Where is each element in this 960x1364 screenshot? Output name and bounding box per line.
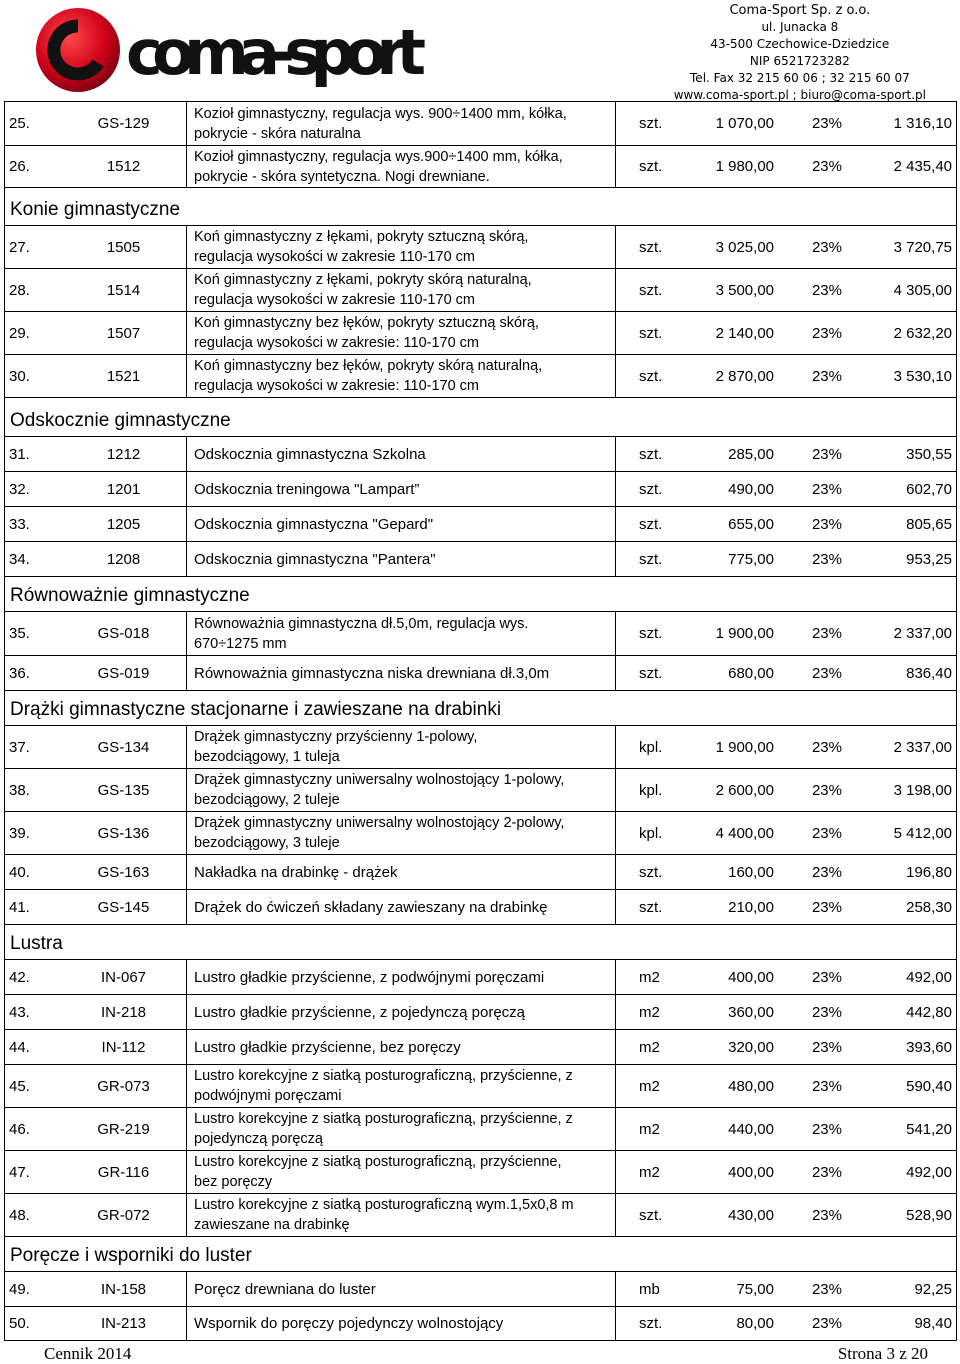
- item-code: GR-219: [61, 1108, 187, 1150]
- description-line: Nakładka na drabinkę - drążek: [194, 863, 398, 881]
- vat-rate: 23%: [811, 1315, 842, 1332]
- description-line: bez poręczy: [194, 1174, 273, 1190]
- table-row: [4, 506, 957, 541]
- item-number: 32.: [9, 480, 30, 498]
- vat-rate: 23%: [811, 281, 842, 299]
- description-line: bezodciągowy, 3 tuleje: [194, 835, 340, 851]
- item-description: [187, 812, 616, 854]
- table-row: [4, 768, 957, 811]
- item-description: [187, 656, 616, 690]
- price-table: [4, 101, 957, 1341]
- item-unit: szt.: [639, 367, 663, 385]
- description-line: regulacja wysokości w zakresie 110-170 cm: [194, 249, 475, 265]
- description-line: Lustro korekcyjne z siatką posturograficzną wym.1,5x0,8 m: [194, 1197, 574, 1213]
- description-line: Lustro korekcyjne z siatką posturograficzną, przyścienne, z: [194, 1111, 573, 1127]
- item-code: GR-073: [61, 1065, 187, 1107]
- net-price: 400,00: [728, 968, 774, 986]
- table-row: [4, 994, 957, 1029]
- vat-rate: 23%: [811, 158, 842, 175]
- gross-price: 442,80: [906, 1003, 952, 1021]
- description-line: regulacja wysokości w zakresie 110-170 cm: [194, 292, 475, 308]
- item-code: 1201: [61, 472, 187, 506]
- gross-price: 98,40: [914, 1315, 952, 1332]
- item-unit: m2: [639, 1038, 660, 1056]
- net-price: 400,00: [728, 1163, 774, 1181]
- net-price: 285,00: [728, 445, 774, 463]
- item-description: [187, 472, 616, 506]
- vat-rate: 23%: [811, 968, 842, 986]
- section-header: Drążki gimnastyczne stacjonarne i zawieszane na drabinki: [4, 690, 957, 725]
- page-number: Strona 3 z 20: [837, 1344, 928, 1363]
- gross-price: 258,30: [906, 898, 952, 916]
- vat-rate: 23%: [811, 1206, 842, 1224]
- vat-rate: 23%: [811, 738, 842, 756]
- item-number: 30.: [9, 367, 30, 385]
- net-price: 655,00: [728, 515, 774, 533]
- item-code: GS-145: [61, 890, 187, 924]
- item-number: 43.: [9, 1003, 30, 1021]
- item-unit: szt.: [639, 664, 663, 682]
- table-row: [4, 145, 957, 187]
- item-number: 48.: [9, 1206, 30, 1224]
- item-code: 1208: [61, 542, 187, 576]
- net-price: 680,00: [728, 664, 774, 682]
- item-unit: szt.: [639, 324, 663, 342]
- item-number: 38.: [9, 781, 30, 799]
- item-unit: szt.: [639, 115, 663, 132]
- description-line: regulacja wysokości w zakresie: 110-170 cm: [194, 378, 480, 394]
- item-description: [187, 855, 616, 889]
- item-unit: szt.: [639, 898, 663, 916]
- item-description: [187, 890, 616, 924]
- item-code: 1507: [61, 312, 187, 354]
- item-code: 1212: [61, 437, 187, 471]
- item-number: 27.: [9, 238, 30, 256]
- company-city: 43-500 Czechowice-Dziedzice: [710, 37, 890, 51]
- item-unit: szt.: [639, 550, 663, 568]
- section-header: Lustra: [4, 924, 957, 959]
- vat-rate: 23%: [811, 238, 842, 256]
- table-row: [4, 889, 957, 924]
- item-code: IN-112: [61, 1030, 187, 1064]
- description-line: pojedynczą poręczą: [194, 1131, 323, 1147]
- gross-price: 196,80: [906, 863, 952, 881]
- item-number: 34.: [9, 550, 30, 568]
- item-unit: szt.: [639, 863, 663, 881]
- item-description: [187, 1272, 616, 1306]
- vat-rate: 23%: [811, 898, 842, 916]
- item-number: 31.: [9, 445, 30, 463]
- item-code: GS-136: [61, 812, 187, 854]
- gross-price: 2 337,00: [893, 738, 952, 756]
- gross-price: 350,55: [906, 445, 952, 463]
- net-price: 1 980,00: [715, 158, 774, 175]
- item-description: [187, 146, 616, 187]
- item-description: [187, 1030, 616, 1064]
- gross-price: 805,65: [906, 515, 952, 533]
- item-unit: szt.: [639, 445, 663, 463]
- item-unit: m2: [639, 1003, 660, 1021]
- company-web-link[interactable]: www.coma-sport.pl ; biuro@coma-sport.pl: [673, 88, 926, 102]
- table-row: [4, 725, 957, 768]
- net-price: 480,00: [728, 1077, 774, 1095]
- section-header: Odskocznie gimnastyczne: [4, 397, 957, 436]
- company-street: ul. Junacka 8: [761, 20, 839, 34]
- net-price: 430,00: [728, 1206, 774, 1224]
- table-row: [4, 101, 957, 145]
- description-line: podwójnymi poręczami: [194, 1088, 342, 1104]
- description-line: Drążek gimnastyczny przyścienny 1-polowy,: [194, 729, 478, 745]
- description-line: Poręcz drewniana do luster: [194, 1280, 376, 1298]
- section-header: Konie gimnastyczne: [4, 187, 957, 225]
- item-description: [187, 995, 616, 1029]
- vat-rate: 23%: [811, 550, 842, 568]
- company-name: Coma-Sport Sp. z o.o.: [729, 3, 871, 18]
- table-row: [4, 311, 957, 354]
- item-number: 47.: [9, 1163, 30, 1181]
- net-price: 2 870,00: [715, 367, 774, 385]
- item-number: 39.: [9, 824, 30, 842]
- table-row: [4, 1107, 957, 1150]
- item-description: [187, 542, 616, 576]
- item-number: 49.: [9, 1280, 30, 1298]
- item-unit: kpl.: [639, 824, 663, 842]
- item-number: 25.: [9, 115, 30, 132]
- vat-rate: 23%: [811, 781, 842, 799]
- item-unit: szt.: [639, 238, 663, 256]
- item-number: 41.: [9, 898, 30, 916]
- vat-rate: 23%: [811, 324, 842, 342]
- gross-price: 836,40: [906, 664, 952, 682]
- gross-price: 92,25: [914, 1280, 952, 1298]
- vat-rate: 23%: [811, 1120, 842, 1138]
- item-number: 44.: [9, 1038, 30, 1056]
- description-line: 670÷1275 mm: [194, 635, 287, 652]
- item-description: [187, 1194, 616, 1236]
- item-unit: szt.: [639, 515, 663, 533]
- table-row: [4, 471, 957, 506]
- description-line: Koń gimnastyczny bez łęków, pokryty sztuczną skórą,: [194, 315, 539, 331]
- description-line: Równoważnia gimnastyczna niska drewniana dł.3,0m: [194, 664, 550, 682]
- section-header: Poręcze i wsporniki do luster: [4, 1236, 957, 1271]
- net-price: 2 600,00: [715, 781, 774, 799]
- description-line: Odskocznia gimnastyczna Szkolna: [194, 445, 426, 463]
- item-code: IN-213: [61, 1307, 187, 1340]
- item-number: 26.: [9, 158, 30, 175]
- net-price: 440,00: [728, 1120, 774, 1138]
- item-description: [187, 612, 616, 655]
- net-price: 160,00: [728, 863, 774, 881]
- logo-wordmark: coma-sport: [126, 16, 426, 89]
- description-line: Koń gimnastyczny bez łęków, pokryty skórą naturalną,: [194, 358, 543, 374]
- description-line: Lustro korekcyjne z siatką posturograficzną, przyścienne,: [194, 1154, 562, 1170]
- item-code: GS-019: [61, 656, 187, 690]
- description-line: Lustro korekcyjne z siatką posturograficzną, przyścienne, z: [194, 1068, 573, 1084]
- item-description: [187, 1065, 616, 1107]
- vat-rate: 23%: [811, 1077, 842, 1095]
- description-line: Drążek gimnastyczny uniwersalny wolnostojący 1-polowy,: [194, 772, 565, 788]
- item-description: [187, 437, 616, 471]
- gross-price: 3 530,10: [893, 367, 952, 385]
- vat-rate: 23%: [811, 863, 842, 881]
- description-line: Odskocznia gimnastyczna "Gepard": [194, 515, 434, 533]
- gross-price: 590,40: [906, 1077, 952, 1095]
- net-price: 2 140,00: [715, 324, 774, 342]
- description-line: Odskocznia gimnastyczna "Pantera": [194, 550, 436, 568]
- gross-price: 393,60: [906, 1038, 952, 1056]
- gross-price: 2 435,40: [893, 158, 952, 175]
- item-code: GS-134: [61, 726, 187, 768]
- item-description: [187, 269, 616, 311]
- description-line: Odskocznia treningowa "Lampart”: [194, 480, 420, 498]
- gross-price: 2 337,00: [893, 625, 952, 642]
- item-code: GR-116: [61, 1151, 187, 1193]
- vat-rate: 23%: [811, 1163, 842, 1181]
- table-row: [4, 811, 957, 854]
- description-line: Kozioł gimnastyczny, regulacja wys.900÷1400 mm, kółka,: [194, 148, 563, 165]
- item-number: 46.: [9, 1120, 30, 1138]
- gross-price: 602,70: [906, 480, 952, 498]
- section-header: Równoważnie gimnastyczne: [4, 576, 957, 611]
- vat-rate: 23%: [811, 664, 842, 682]
- description-line: Lustro gładkie przyścienne, z podwójnymi poręczami: [194, 968, 545, 986]
- table-row: [4, 959, 957, 994]
- item-code: 1505: [61, 226, 187, 268]
- item-number: 40.: [9, 863, 30, 881]
- table-row: [4, 268, 957, 311]
- company-logo: [30, 6, 440, 98]
- item-number: 33.: [9, 515, 30, 533]
- item-description: [187, 769, 616, 811]
- vat-rate: 23%: [811, 1038, 842, 1056]
- item-description: [187, 1108, 616, 1150]
- vat-rate: 23%: [811, 1003, 842, 1021]
- table-row: [4, 854, 957, 889]
- description-line: Lustro gładkie przyścienne, z pojedynczą poręczą: [194, 1003, 526, 1021]
- table-row: [4, 541, 957, 576]
- description-line: Równoważnia gimnastyczna dł.5,0m, regulacja wys.: [194, 615, 529, 632]
- item-unit: kpl.: [639, 781, 663, 799]
- gross-price: 541,20: [906, 1120, 952, 1138]
- item-number: 28.: [9, 281, 30, 299]
- gross-price: 4 305,00: [893, 281, 952, 299]
- description-line: Lustro gładkie przyścienne, bez poręczy: [194, 1038, 461, 1056]
- item-number: 37.: [9, 738, 30, 756]
- item-number: 35.: [9, 625, 30, 642]
- net-price: 3 500,00: [715, 281, 774, 299]
- table-row: [4, 1150, 957, 1193]
- description-line: pokrycie - skóra syntetyczna. Nogi drewniane.: [194, 168, 490, 185]
- table-row: [4, 354, 957, 397]
- item-unit: m2: [639, 1120, 660, 1138]
- item-code: 1205: [61, 507, 187, 541]
- table-row: [4, 655, 957, 690]
- net-price: 3 025,00: [715, 238, 774, 256]
- item-description: [187, 102, 616, 145]
- item-unit: szt.: [639, 1315, 663, 1332]
- item-unit: szt.: [639, 158, 663, 175]
- description-line: regulacja wysokości w zakresie: 110-170 cm: [194, 335, 480, 351]
- table-row: [4, 1271, 957, 1306]
- item-unit: m2: [639, 1163, 660, 1181]
- item-number: 36.: [9, 664, 30, 682]
- net-price: 1 070,00: [715, 115, 774, 132]
- item-number: 50.: [9, 1315, 30, 1332]
- net-price: 4 400,00: [715, 824, 774, 842]
- description-line: Drążek do ćwiczeń składany zawieszany na drabinkę: [194, 898, 548, 916]
- vat-rate: 23%: [811, 115, 842, 132]
- description-line: Koń gimnastyczny z łękami, pokryty sztuczną skórą,: [194, 229, 529, 245]
- item-unit: m2: [639, 1077, 660, 1095]
- table-row: [4, 225, 957, 268]
- item-unit: szt.: [639, 480, 663, 498]
- gross-price: 492,00: [906, 1163, 952, 1181]
- net-price: 775,00: [728, 550, 774, 568]
- description-line: bezodciągowy, 1 tuleja: [194, 749, 340, 765]
- item-description: [187, 960, 616, 994]
- table-row: [4, 611, 957, 655]
- item-unit: mb: [639, 1280, 660, 1298]
- gross-price: 528,90: [906, 1206, 952, 1224]
- description-line: Kozioł gimnastyczny, regulacja wys. 900÷1400 mm, kółka,: [194, 105, 567, 122]
- net-price: 75,00: [736, 1280, 774, 1298]
- gross-price: 3 720,75: [893, 238, 952, 256]
- table-row: [4, 1029, 957, 1064]
- item-number: 29.: [9, 324, 30, 342]
- item-unit: szt.: [639, 625, 663, 642]
- item-number: 42.: [9, 968, 30, 986]
- gross-price: 3 198,00: [893, 781, 952, 799]
- gross-price: 5 412,00: [893, 824, 952, 842]
- gross-price: 953,25: [906, 550, 952, 568]
- vat-rate: 23%: [811, 1280, 842, 1298]
- gross-price: 492,00: [906, 968, 952, 986]
- item-unit: m2: [639, 968, 660, 986]
- vat-rate: 23%: [811, 445, 842, 463]
- net-price: 320,00: [728, 1038, 774, 1056]
- net-price: 490,00: [728, 480, 774, 498]
- vat-rate: 23%: [811, 367, 842, 385]
- description-line: bezodciągowy, 2 tuleje: [194, 792, 340, 808]
- item-description: [187, 1151, 616, 1193]
- description-line: zawieszane na drabinkę: [194, 1217, 350, 1233]
- net-price: 1 900,00: [715, 625, 774, 642]
- item-unit: szt.: [639, 281, 663, 299]
- table-row: [4, 436, 957, 471]
- vat-rate: 23%: [811, 480, 842, 498]
- net-price: 80,00: [736, 1315, 774, 1332]
- description-line: Drążek gimnastyczny uniwersalny wolnostojący 2-polowy,: [194, 815, 565, 831]
- item-code: GS-018: [61, 612, 187, 655]
- company-tel: Tel. Fax 32 215 60 06 ; 32 215 60 07: [690, 71, 910, 85]
- item-code: GR-072: [61, 1194, 187, 1236]
- item-description: [187, 355, 616, 397]
- vat-rate: 23%: [811, 515, 842, 533]
- item-code: GS-163: [61, 855, 187, 889]
- footer-title: Cennik 2014: [44, 1344, 132, 1363]
- net-price: 1 900,00: [715, 738, 774, 756]
- item-description: [187, 226, 616, 268]
- item-code: GS-129: [61, 102, 187, 145]
- item-code: IN-067: [61, 960, 187, 994]
- description-line: Wspornik do poręczy pojedynczy wolnostojący: [194, 1315, 504, 1332]
- item-description: [187, 726, 616, 768]
- net-price: 210,00: [728, 898, 774, 916]
- company-info: [674, 2, 926, 104]
- item-unit: kpl.: [639, 738, 663, 756]
- gross-price: 1 316,10: [893, 115, 952, 132]
- company-nip: NIP 6521723282: [749, 54, 850, 68]
- gross-price: 2 632,20: [893, 324, 952, 342]
- net-price: 360,00: [728, 1003, 774, 1021]
- item-description: [187, 507, 616, 541]
- table-row: [4, 1064, 957, 1107]
- vat-rate: 23%: [811, 824, 842, 842]
- item-code: IN-158: [61, 1272, 187, 1306]
- table-row: [4, 1193, 957, 1236]
- item-description: [187, 1307, 616, 1340]
- item-code: GS-135: [61, 769, 187, 811]
- item-number: 45.: [9, 1077, 30, 1095]
- vat-rate: 23%: [811, 625, 842, 642]
- item-description: [187, 312, 616, 354]
- item-unit: szt.: [639, 1206, 663, 1224]
- item-code: 1521: [61, 355, 187, 397]
- description-line: pokrycie - skóra naturalna: [194, 125, 361, 142]
- item-code: 1512: [61, 146, 187, 187]
- description-line: Koń gimnastyczny z łękami, pokryty skórą naturalną,: [194, 272, 532, 288]
- item-code: IN-218: [61, 995, 187, 1029]
- table-row: [4, 1306, 957, 1341]
- item-code: 1514: [61, 269, 187, 311]
